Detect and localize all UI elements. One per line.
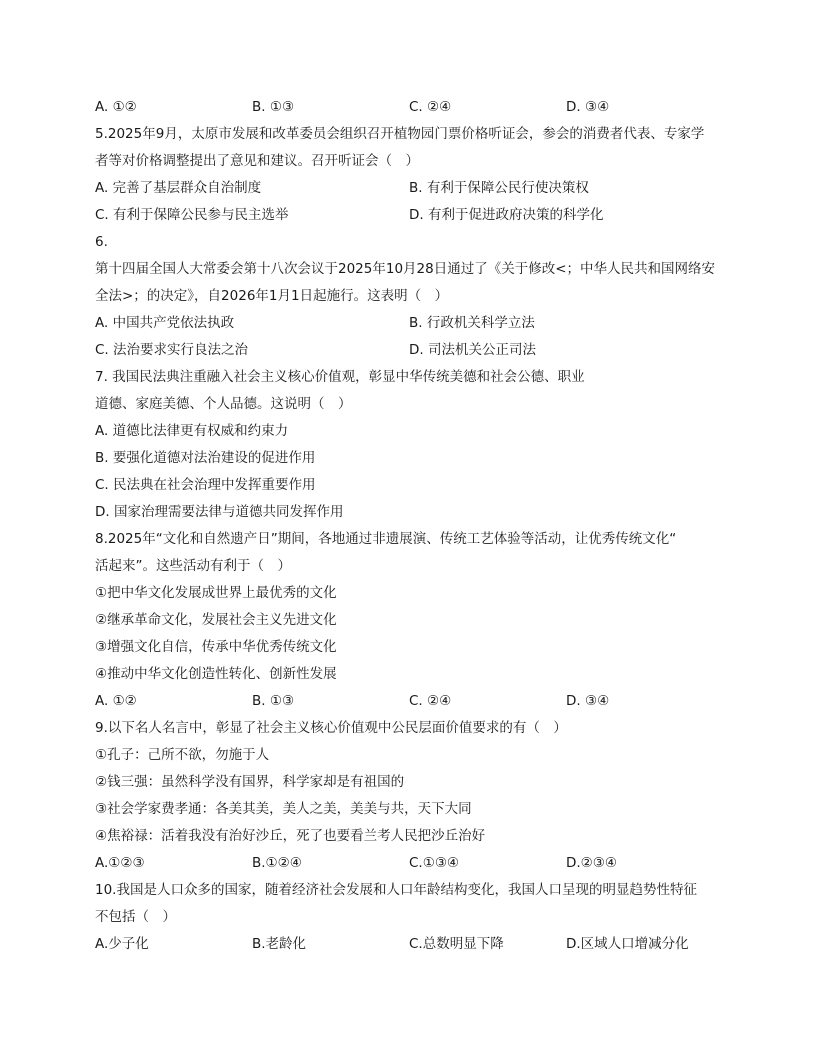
q5-option-a[interactable]: A. 完善了基层群众自治制度	[95, 180, 262, 196]
q7-stem-line1: 7. 我国民法典注重融入社会主义核心价值观，彰显中华传统美德和社会公德、职业	[95, 369, 585, 385]
q8-option-c[interactable]: C. ②④	[409, 693, 452, 709]
q5-stem-line1: 5.2025年9月，太原市发展和改革委员会组织召开植物园门票价格听证会，参会的消费者代表、专家学	[95, 126, 705, 142]
q6-options-row2	[95, 337, 725, 364]
q10-option-c[interactable]: C.总数明显下降	[409, 936, 504, 952]
q8-option-a[interactable]: A. ①②	[95, 693, 137, 709]
q9-item-2: ②钱三强：虽然科学没有国界，科学家却是有祖国的	[95, 774, 405, 790]
q5-options-row2	[95, 202, 725, 229]
q10-stem-line1: 10.我国是人口众多的国家，随着经济社会发展和人口年龄结构变化，我国人口呈现的明显趋势性特征	[95, 882, 697, 898]
q6-option-d[interactable]: D. 司法机关公正司法	[409, 342, 536, 358]
q8-item-2: ②继承革命文化，发展社会主义先进文化	[95, 612, 337, 628]
exam-page	[95, 94, 725, 958]
q10-stem-line2: 不包括（ ）	[95, 909, 176, 925]
q8-item-3: ③增强文化自信，传承中华优秀传统文化	[95, 639, 337, 655]
q7-option-b[interactable]: B. 要强化道德对法治建设的促进作用	[95, 450, 316, 466]
q5-option-d[interactable]: D. 有利于促进政府决策的科学化	[409, 207, 604, 223]
q6-stem-line1: 第十四届全国人大常委会第十八次会议于2025年10月28日通过了《关于修改<；中华人民共和国网络安	[95, 261, 716, 277]
q8-option-d[interactable]: D. ③④	[566, 693, 610, 709]
q7-option-a[interactable]: A. 道德比法律更有权威和约束力	[95, 423, 289, 439]
q9-item-1: ①孔子：己所不欲，勿施于人	[95, 747, 270, 763]
q9-item-4: ④焦裕禄：活着我没有治好沙丘，死了也要看兰考人民把沙丘治好	[95, 828, 486, 844]
q9-stem-line1: 9.以下名人名言中，彰显了社会主义核心价值观中公民层面价值要求的有（ ）	[95, 720, 567, 736]
q10-option-a[interactable]: A.少子化	[95, 936, 149, 952]
q7-option-c[interactable]: C. 民法典在社会治理中发挥重要作用	[95, 477, 316, 493]
q9-options	[95, 850, 725, 877]
q7-stem-line2: 道德、家庭美德、个人品德。这说明（ ）	[95, 396, 352, 412]
q7-option-d[interactable]: D. 国家治理需要法律与道德共同发挥作用	[95, 504, 344, 520]
q4-option-b[interactable]: B. ①③	[252, 99, 295, 115]
q4-options	[95, 94, 725, 121]
q9-option-c[interactable]: C.①③④	[409, 855, 460, 871]
q6-option-a[interactable]: A. 中国共产党依法执政	[95, 315, 235, 331]
q4-option-d[interactable]: D. ③④	[566, 99, 610, 115]
q9-item-3: ③社会学家费孝通：各美其美，美人之美，美美与共，天下大同	[95, 801, 472, 817]
q8-stem-line1: 8.2025年“文化和自然遗产日”期间，各地通过非遗展演、传统工艺体验等活动，让优秀传统文化“	[95, 531, 677, 547]
q8-item-1: ①把中华文化发展成世界上最优秀的文化	[95, 585, 337, 601]
q10-option-b[interactable]: B.老龄化	[252, 936, 307, 952]
q5-stem-line2: 者等对价格调整提出了意见和建议。召开听证会（ ）	[95, 153, 419, 169]
q10-options	[95, 931, 725, 958]
q9-option-d[interactable]: D.②③④	[566, 855, 617, 871]
q8-option-b[interactable]: B. ①③	[252, 693, 295, 709]
q6-option-c[interactable]: C. 法治要求实行良法之治	[95, 342, 249, 358]
q4-option-a[interactable]: A. ①②	[95, 99, 137, 115]
q9-option-b[interactable]: B.①②④	[252, 855, 302, 871]
q5-options-row1	[95, 175, 725, 202]
q9-option-a[interactable]: A.①②③	[95, 855, 145, 871]
q8-item-4: ④推动中华文化创造性转化、创新性发展	[95, 666, 337, 682]
q8-options	[95, 688, 725, 715]
q4-option-c[interactable]: C. ②④	[409, 99, 452, 115]
q5-option-c[interactable]: C. 有利于保障公民参与民主选举	[95, 207, 289, 223]
q6-number: 6.	[95, 234, 108, 250]
q6-option-b[interactable]: B. 行政机关科学立法	[409, 315, 535, 331]
q6-options-row1	[95, 310, 725, 337]
q8-stem-line2: 活起来”。这些活动有利于（ ）	[95, 558, 291, 574]
q6-stem-line2: 全法>；的决定》，自2026年1月1日起施行。这表明（ ）	[95, 288, 449, 304]
q10-option-d[interactable]: D.区域人口增减分化	[566, 936, 689, 952]
q5-option-b[interactable]: B. 有利于保障公民行使决策权	[409, 180, 589, 196]
